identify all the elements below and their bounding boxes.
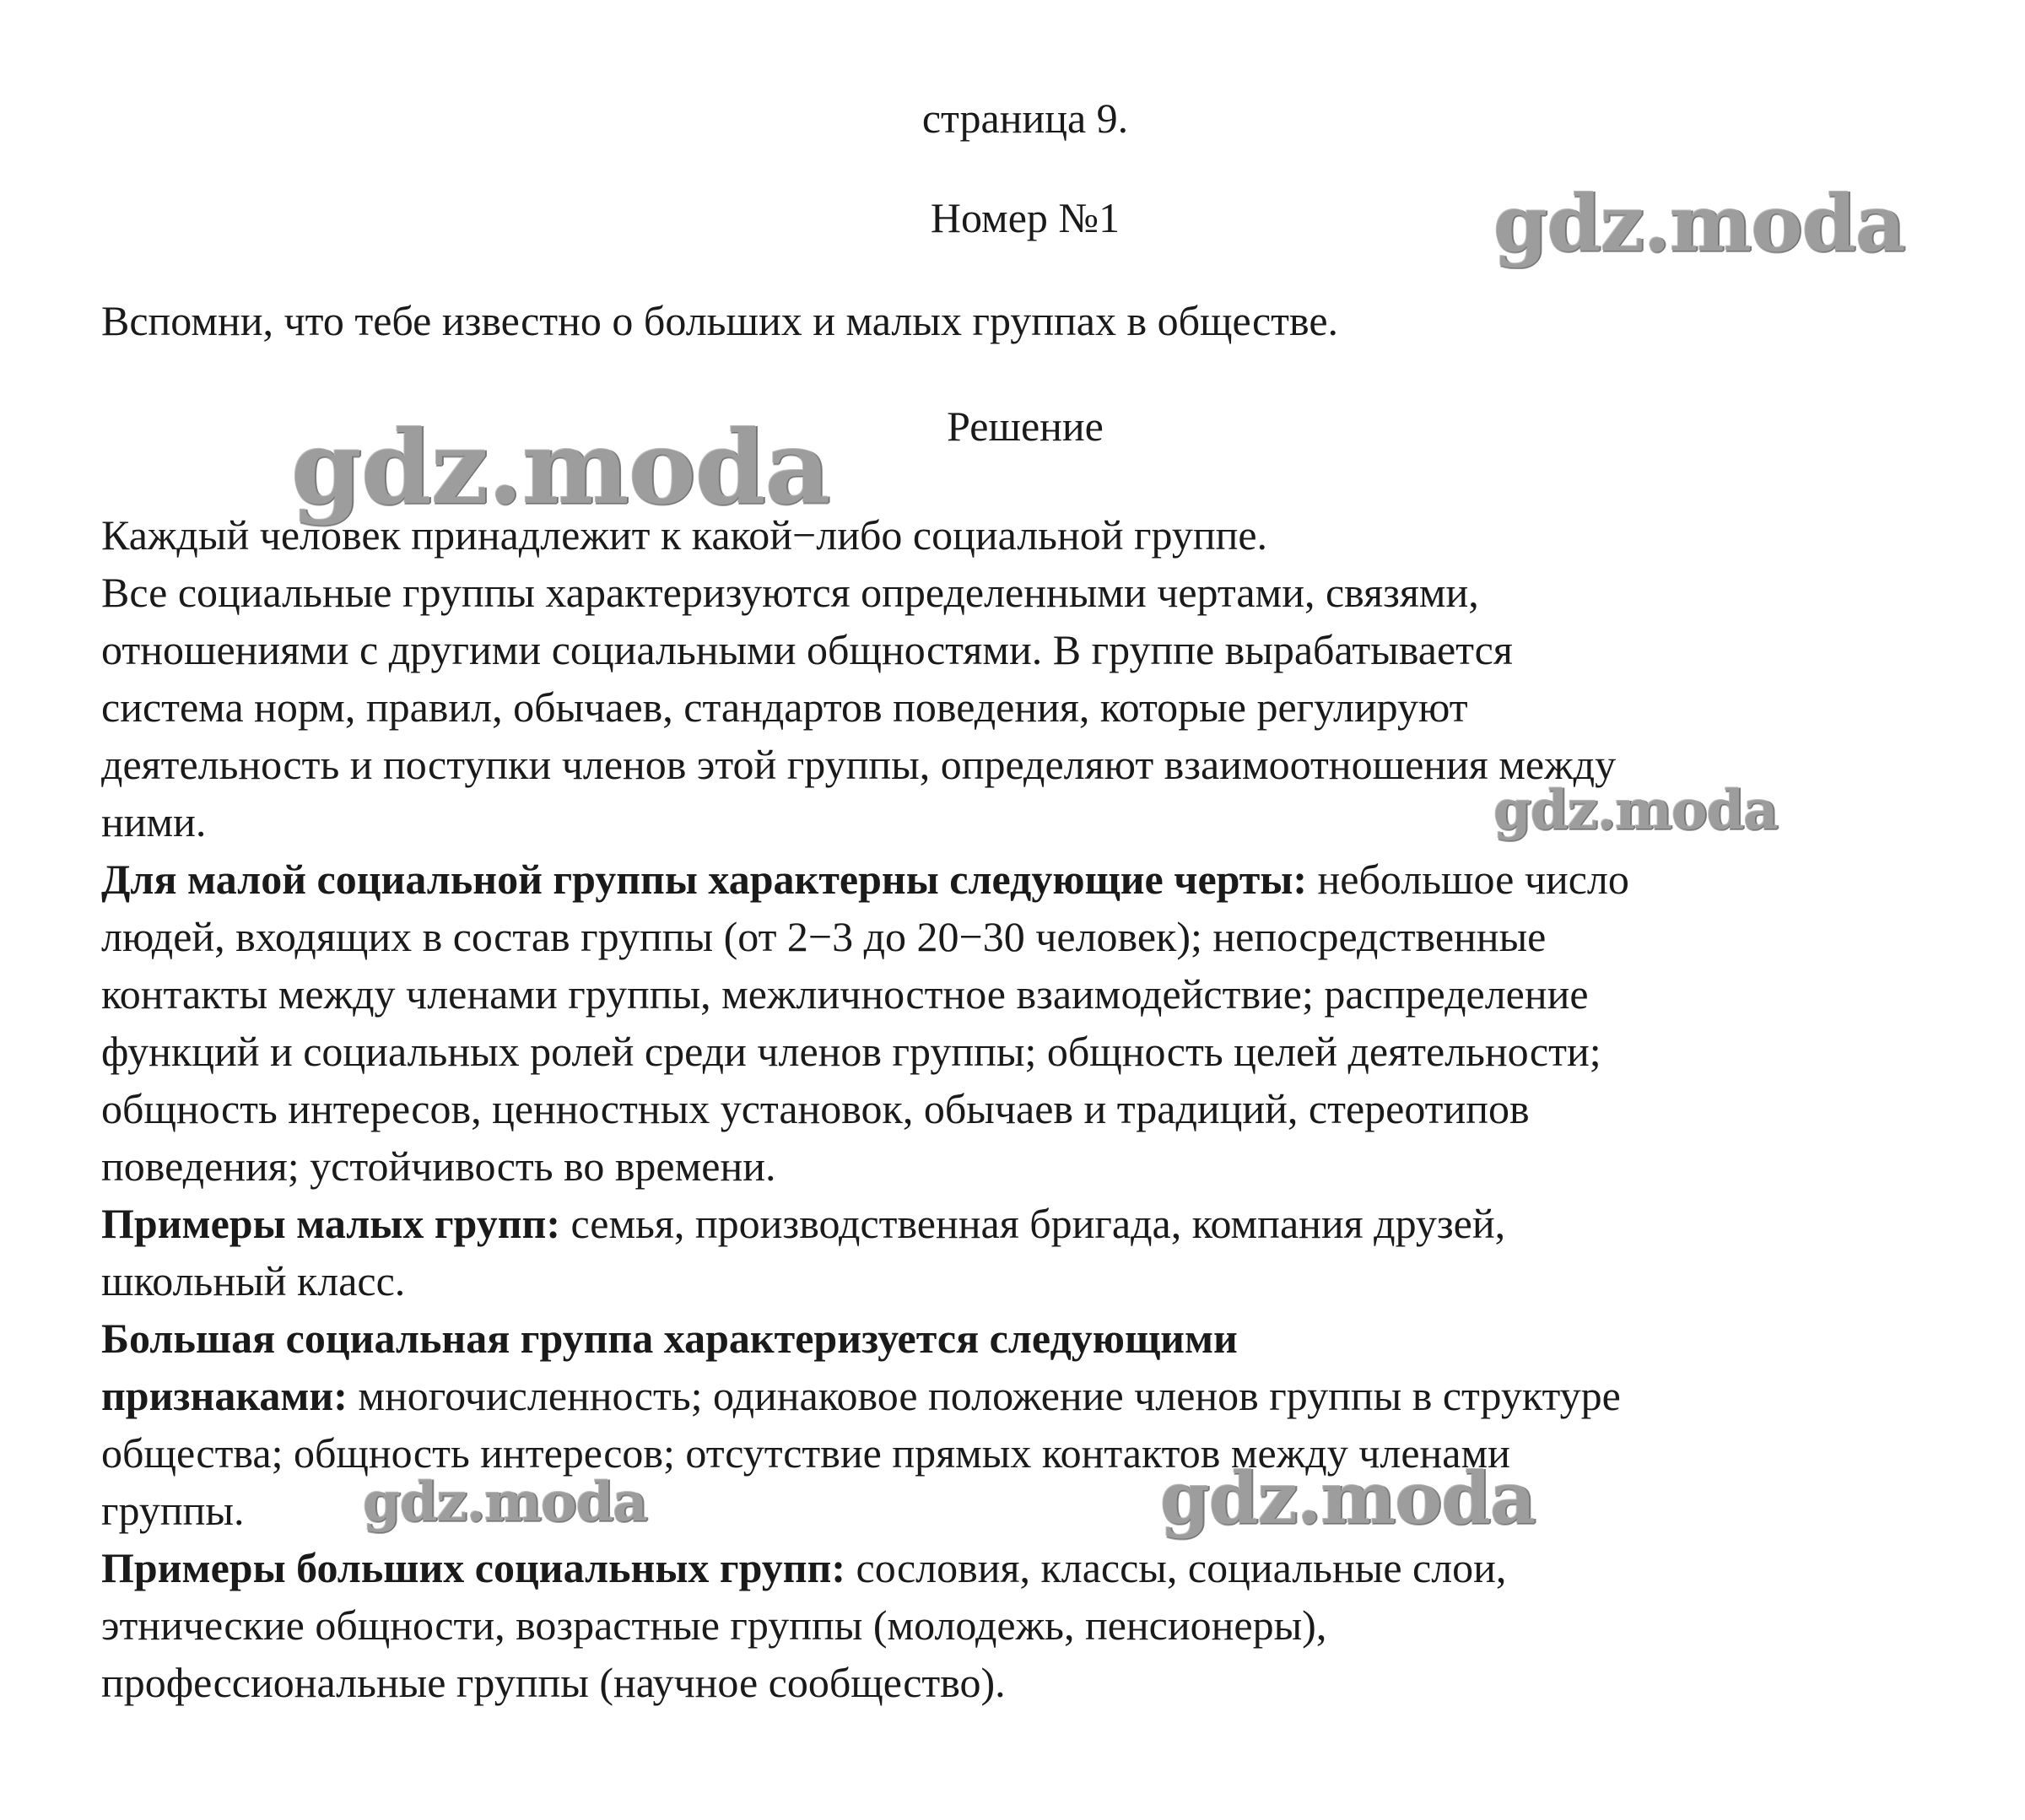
bold-lead: Большая социальная группа характеризуется следующими xyxy=(101,1315,1238,1362)
body-line xyxy=(101,1654,1949,1711)
page-heading: страница 9. xyxy=(921,95,1129,142)
line-text: Каждый человек принадлежит к какой−либо социальной группе. xyxy=(101,511,1268,559)
body-line xyxy=(101,1310,1949,1367)
line-text: Все социальные группы характеризуются определенными чертами, связями, xyxy=(101,569,1479,616)
line-text: людей, входящих в состав группы (от 2−3 до 20−30 человек); непосредственные xyxy=(101,913,1547,960)
bold-lead: Примеры малых групп: xyxy=(101,1200,560,1247)
line-text: профессиональные группы (научное сообщество). xyxy=(101,1659,1006,1706)
bold-lead: признаками: xyxy=(101,1372,348,1419)
line-text: сословия, классы, социальные слои, xyxy=(845,1544,1507,1591)
line-text: небольшое число xyxy=(1307,856,1629,903)
line-text: общность интересов, ценностных установок, обычаев и традиций, стереотипов xyxy=(101,1085,1530,1132)
line-text: деятельность и поступки членов этой группы, определяют взаимоотношения между xyxy=(101,741,1617,788)
line-text: семья, производственная бригада, компания друзей, xyxy=(559,1200,1506,1247)
body-line xyxy=(101,851,1949,908)
watermark-logo: gdz.moda xyxy=(363,1471,647,1534)
line-text: этнические общности, возрастные группы (молодежь, пенсионеры), xyxy=(101,1601,1327,1649)
body-line xyxy=(101,908,1949,965)
line-text: школьный класс. xyxy=(101,1257,406,1304)
body-line xyxy=(101,1195,1949,1252)
body-line xyxy=(101,621,1949,678)
watermark-logo: gdz.moda xyxy=(1160,1456,1536,1540)
bold-lead: Примеры больших социальных групп: xyxy=(101,1544,846,1591)
bold-lead: Для малой социальной группы характерны следующие черты: xyxy=(101,856,1308,903)
body-line xyxy=(101,1023,1949,1080)
watermark-logo: gdz.moda xyxy=(1493,779,1778,842)
watermark-logo: gdz.moda xyxy=(1493,178,1905,269)
exercise-number-heading: Номер №1 xyxy=(930,194,1120,241)
line-text: функций и социальных ролей среди членов группы; общность целей деятельности; xyxy=(101,1028,1601,1075)
line-text: система норм, правил, обычаев, стандартов поведения, которые регулируют xyxy=(101,683,1468,731)
body-line xyxy=(101,1367,1949,1424)
line-text: ними. xyxy=(101,798,207,845)
question-text: Вспомни, что тебе известно о больших и малых группах в обществе. xyxy=(101,297,1339,344)
solution-heading: Решение xyxy=(947,402,1104,450)
watermark-logo: gdz.moda xyxy=(291,408,830,527)
line-text: группы. xyxy=(101,1487,245,1534)
body-line xyxy=(101,1080,1949,1137)
body-line xyxy=(101,1137,1949,1195)
body-line xyxy=(101,564,1949,621)
line-text: отношениями с другими социальными общностями. В группе вырабатывается xyxy=(101,626,1513,673)
body-line xyxy=(101,1539,1949,1596)
body-line xyxy=(101,678,1949,736)
line-text: общества; общность интересов; отсутствие прямых контактов между членами xyxy=(101,1429,1510,1477)
body-line xyxy=(101,1596,1949,1654)
line-text: поведения; устойчивость во времени. xyxy=(101,1142,776,1190)
line-text: контакты между членами группы, межличностное взаимодействие; распределение xyxy=(101,970,1589,1018)
body-line xyxy=(101,1252,1949,1310)
body-line xyxy=(101,965,1949,1023)
line-text: многочисленность; одинаковое положение членов группы в структуре xyxy=(347,1372,1621,1419)
